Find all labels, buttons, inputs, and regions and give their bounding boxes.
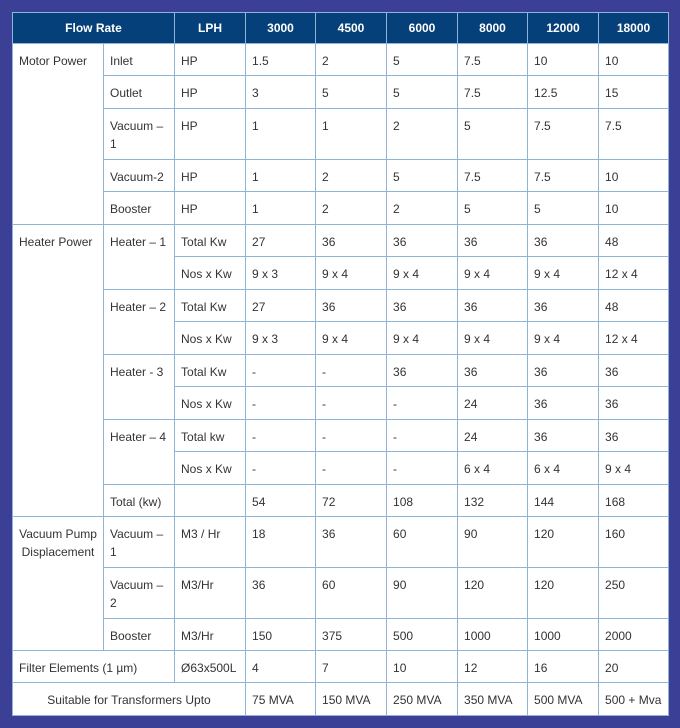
value-cell: 36 [599, 420, 669, 452]
table-row [13, 420, 669, 452]
header-capacity: 6000 [387, 13, 458, 44]
value-cell: 5 [387, 160, 458, 192]
value-cell: 9 x 4 [387, 257, 458, 290]
value-cell: 1 [246, 109, 316, 160]
table-row [13, 619, 669, 651]
value-cell: 2 [316, 192, 387, 225]
row-name: Vacuum – 1 [104, 109, 175, 160]
row-unit: Nos x Kw [175, 257, 246, 290]
table-row [13, 225, 669, 257]
value-cell: 2 [387, 192, 458, 225]
value-cell: 3 [246, 76, 316, 109]
value-cell: 1 [246, 192, 316, 225]
value-cell: 120 [458, 568, 528, 619]
value-cell: 5 [316, 76, 387, 109]
row-name: Outlet [104, 76, 175, 109]
row-unit: HP [175, 160, 246, 192]
value-cell: 9 x 3 [246, 322, 316, 355]
row-unit: M3/Hr [175, 619, 246, 651]
value-cell: 5 [458, 192, 528, 225]
value-cell: 7.5 [599, 109, 669, 160]
table-row [13, 109, 669, 160]
value-cell: 500 [387, 619, 458, 651]
table-row [13, 192, 669, 225]
value-cell: 9 x 4 [458, 322, 528, 355]
value-cell: 36 [528, 387, 599, 420]
value-cell: 36 [316, 290, 387, 322]
value-cell: 2 [316, 44, 387, 76]
value-cell: 12 [458, 651, 528, 683]
value-cell: 16 [528, 651, 599, 683]
value-cell: 48 [599, 290, 669, 322]
value-cell: 24 [458, 387, 528, 420]
section-label-heater-power: Heater Power [13, 225, 104, 517]
table-row [13, 160, 669, 192]
value-cell: 36 [599, 355, 669, 387]
value-cell: 7.5 [458, 44, 528, 76]
value-cell: 375 [316, 619, 387, 651]
value-cell: 2 [316, 160, 387, 192]
value-cell: 250 [599, 568, 669, 619]
value-cell: 168 [599, 485, 669, 517]
value-cell: 1.5 [246, 44, 316, 76]
value-cell: 7.5 [528, 109, 599, 160]
value-cell: 120 [528, 517, 599, 568]
row-unit: Nos x Kw [175, 387, 246, 420]
row-name: Vacuum-2 [104, 160, 175, 192]
value-cell: 7.5 [458, 76, 528, 109]
row-name: Inlet [104, 44, 175, 76]
row-unit [175, 485, 246, 517]
row-unit: Total kw [175, 420, 246, 452]
value-cell: 9 x 4 [528, 257, 599, 290]
value-cell: 60 [316, 568, 387, 619]
table-row [13, 290, 669, 322]
value-cell: 9 x 4 [528, 322, 599, 355]
value-cell: 36 [528, 420, 599, 452]
value-cell: 36 [599, 387, 669, 420]
row-unit: Total Kw [175, 225, 246, 257]
value-cell: 36 [528, 355, 599, 387]
value-cell: 1 [316, 109, 387, 160]
value-cell: 144 [528, 485, 599, 517]
heater-group-name: Heater - 3 [104, 355, 175, 420]
value-cell: 36 [528, 290, 599, 322]
value-cell: 9 x 3 [246, 257, 316, 290]
row-unit: M3/Hr [175, 568, 246, 619]
value-cell: 2000 [599, 619, 669, 651]
value-cell: 108 [387, 485, 458, 517]
row-name: Vacuum – 2 [104, 568, 175, 619]
row-name: Booster [104, 619, 175, 651]
value-cell: 5 [387, 44, 458, 76]
value-cell: - [387, 452, 458, 485]
header-unit: LPH [175, 13, 246, 44]
header-capacity: 3000 [246, 13, 316, 44]
value-cell: 36 [528, 225, 599, 257]
value-cell: 54 [246, 485, 316, 517]
value-cell: 132 [458, 485, 528, 517]
row-unit: M3 / Hr [175, 517, 246, 568]
value-cell: 5 [387, 76, 458, 109]
table-row [13, 76, 669, 109]
value-cell: 6 x 4 [528, 452, 599, 485]
spec-table [12, 12, 669, 716]
value-cell: - [316, 355, 387, 387]
row-unit: HP [175, 192, 246, 225]
value-cell: 72 [316, 485, 387, 517]
value-cell: 10 [599, 192, 669, 225]
value-cell: 27 [246, 290, 316, 322]
value-cell: - [246, 452, 316, 485]
value-cell: 36 [316, 517, 387, 568]
value-cell: - [246, 420, 316, 452]
value-cell: 36 [458, 290, 528, 322]
value-cell: 20 [599, 651, 669, 683]
header-flow-rate: Flow Rate [13, 13, 175, 44]
value-cell: 36 [246, 568, 316, 619]
value-cell: 9 x 4 [458, 257, 528, 290]
value-cell: 90 [387, 568, 458, 619]
table-row [13, 355, 669, 387]
value-cell: 5 [528, 192, 599, 225]
row-unit: HP [175, 76, 246, 109]
header-capacity: 12000 [528, 13, 599, 44]
table-row [13, 568, 669, 619]
value-cell: 350 MVA [458, 683, 528, 716]
heater-group-name: Heater – 1 [104, 225, 175, 290]
header-capacity: 8000 [458, 13, 528, 44]
row-unit: HP [175, 44, 246, 76]
value-cell: 4 [246, 651, 316, 683]
value-cell: 1 [246, 160, 316, 192]
value-cell: 150 MVA [316, 683, 387, 716]
heater-group-name: Heater – 2 [104, 290, 175, 355]
value-cell: 9 x 4 [387, 322, 458, 355]
value-cell: 9 x 4 [599, 452, 669, 485]
value-cell: 36 [387, 290, 458, 322]
value-cell: - [316, 420, 387, 452]
value-cell: 36 [458, 355, 528, 387]
value-cell: 7 [316, 651, 387, 683]
value-cell: 500 MVA [528, 683, 599, 716]
spec-table-panel [12, 12, 668, 716]
header-capacity: 4500 [316, 13, 387, 44]
heater-group-name: Heater – 4 [104, 420, 175, 485]
value-cell: 160 [599, 517, 669, 568]
value-cell: 12.5 [528, 76, 599, 109]
table-row [13, 517, 669, 568]
header-row [13, 13, 669, 44]
table-row [13, 651, 669, 683]
transformers-label: Suitable for Transformers Upto [13, 683, 246, 716]
value-cell: 1000 [528, 619, 599, 651]
filter-elements-label: Filter Elements (1 µm) [13, 651, 175, 683]
table-row [13, 485, 669, 517]
value-cell: 1000 [458, 619, 528, 651]
row-unit: Ø63x500L [175, 651, 246, 683]
table-row [13, 683, 669, 716]
value-cell: - [316, 387, 387, 420]
value-cell: 27 [246, 225, 316, 257]
section-label-vacuum-pump: Vacuum Pump Displacement [13, 517, 104, 651]
value-cell: 15 [599, 76, 669, 109]
value-cell: - [387, 387, 458, 420]
value-cell: 10 [599, 44, 669, 76]
value-cell: 36 [316, 225, 387, 257]
value-cell: 5 [458, 109, 528, 160]
row-unit: Nos x Kw [175, 452, 246, 485]
value-cell: 6 x 4 [458, 452, 528, 485]
row-unit: Total Kw [175, 290, 246, 322]
value-cell: 18 [246, 517, 316, 568]
value-cell: 24 [458, 420, 528, 452]
value-cell: 250 MVA [387, 683, 458, 716]
value-cell: 9 x 4 [316, 257, 387, 290]
value-cell: 9 x 4 [316, 322, 387, 355]
value-cell: 90 [458, 517, 528, 568]
value-cell: 500 + Mva [599, 683, 669, 716]
value-cell: 7.5 [458, 160, 528, 192]
value-cell: 7.5 [528, 160, 599, 192]
value-cell: 120 [528, 568, 599, 619]
value-cell: 150 [246, 619, 316, 651]
row-name: Total (kw) [104, 485, 175, 517]
value-cell: 36 [387, 225, 458, 257]
row-name: Booster [104, 192, 175, 225]
value-cell: - [387, 420, 458, 452]
value-cell: 12 x 4 [599, 257, 669, 290]
value-cell: - [246, 355, 316, 387]
value-cell: 75 MVA [246, 683, 316, 716]
value-cell: - [316, 452, 387, 485]
value-cell: 60 [387, 517, 458, 568]
row-name: Vacuum – 1 [104, 517, 175, 568]
value-cell: 10 [528, 44, 599, 76]
section-label-motor-power: Motor Power [13, 44, 104, 225]
value-cell: - [246, 387, 316, 420]
value-cell: 36 [387, 355, 458, 387]
header-capacity: 18000 [599, 13, 669, 44]
row-unit: Nos x Kw [175, 322, 246, 355]
value-cell: 2 [387, 109, 458, 160]
value-cell: 10 [387, 651, 458, 683]
value-cell: 48 [599, 225, 669, 257]
value-cell: 10 [599, 160, 669, 192]
value-cell: 36 [458, 225, 528, 257]
row-unit: HP [175, 109, 246, 160]
value-cell: 12 x 4 [599, 322, 669, 355]
table-row [13, 44, 669, 76]
row-unit: Total Kw [175, 355, 246, 387]
